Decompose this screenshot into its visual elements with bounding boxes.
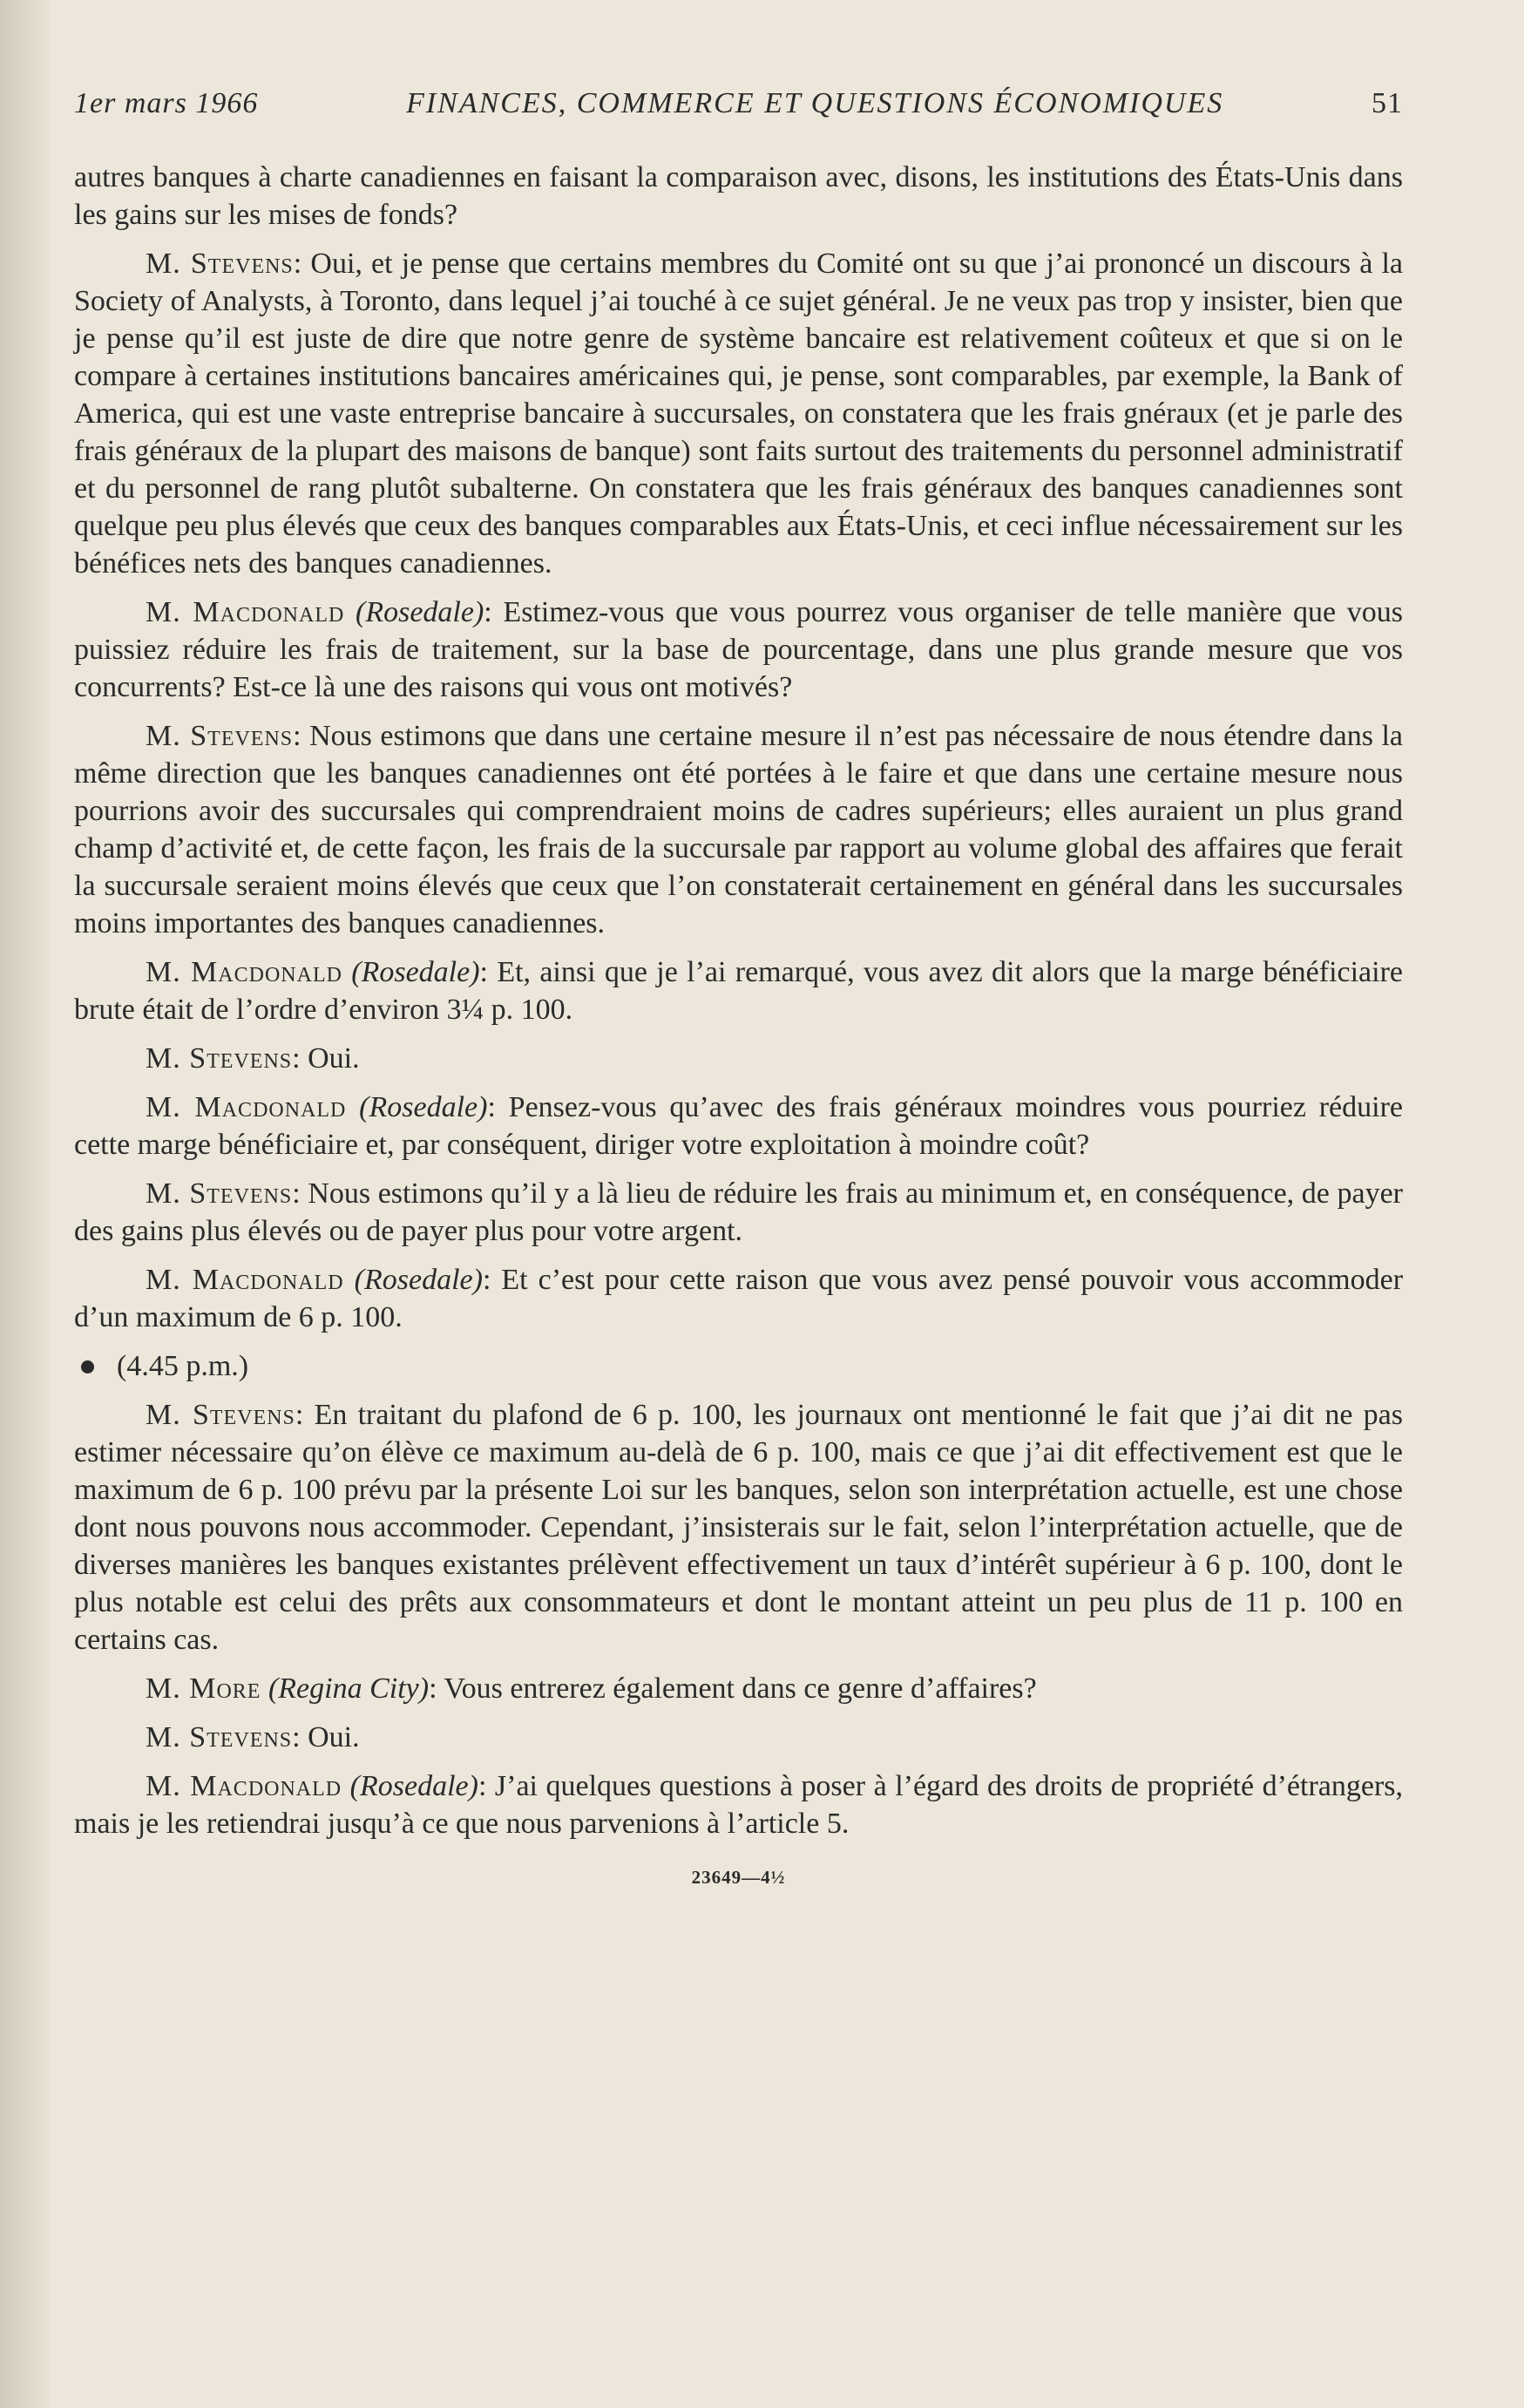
paragraph-text: Oui, et je pense que certains membres du Comité ont su que j’ai prononcé un discours à la Society of Analysts, à Toronto, dans lequel j’ai touché à ce sujet général. Je ne veux pas trop y insister, bien que je pense qu’il est juste de dire que notre genre de système bancaire est relativement coûteux et que si on le compare à certaines institutions bancaires américaines qui, je pense, sont comparables, par exemple, la Bank of America, qui est une vaste entreprise bancaire à succursales, on constatera que les frais gnéraux (et je parle des frais généraux de la plupart des maisons de banque) sont faits surtout des traitements du personnel administratif et du personnel de rang plutôt subalterne. On constatera que les frais généraux des banques canadiennes sont quelque peu plus élevés que ceux des banques comparables aux États-Unis, et ceci influe nécessairement sur les bénéfices nets des banques canadiennes. (74, 248, 1404, 580)
speaker-riding: (Rosedale) (356, 596, 484, 628)
paragraph-text: Oui. (308, 1042, 360, 1075)
speaker-name: M. Stevens (146, 1721, 293, 1753)
paragraph: M. Macdonald (Rosedale): Estimez-vous que vous pourrez vous organiser de telle manière que vous puissiez réduire les frais de traitement, sur la base de pourcentage, dans une plus grande mesure que vos concurrents? Est-ce là une des raisons qui vous ont motivés? (74, 596, 1404, 703)
paragraph-text: En traitant du plafond de 6 p. 100, les journaux ont mentionné le fait que j’ai dit ne pas estimer nécessaire qu’on élève ce maximum au-delà de 6 p. 100, mais ce que j’ai dit effectivement est que le maximum de 6 p. 100 prévu par la présente Loi sur les banques, selon son interprétation actuelle, est une chose dont nous pouvons nous accommoder. Cependant, j’insisterais sur le fait, selon l’interprétation actuelle, que de diverses manières les banques existantes prélèvent effectivement un taux d’intérêt supérieur à 6 p. 100, dont le plus notable est celui des prêts aux consommateurs et dont le montant atteint un peu plus de 11 p. 100 en certains cas. (74, 1399, 1403, 1656)
speaker-riding: (Rosedale) (354, 1264, 483, 1296)
speaker-riding: (Rosedale) (359, 1091, 488, 1123)
speaker-riding: (Rosedale) (349, 1770, 478, 1802)
speaker-name: M. Stevens (146, 1042, 293, 1075)
paragraph-text: Et, ainsi que je l’ai remarqué, vous avez dit alors que la marge bénéficiaire brute était de l’ordre d’environ 3¼ p. 100. (74, 956, 1404, 1026)
header-title: FINANCES, COMMERCE ET QUESTIONS ÉCONOMIQUES (406, 87, 1224, 119)
speaker-name: M. Stevens (146, 720, 294, 752)
paragraph: M. Stevens: Nous estimons qu’il y a là lieu de réduire les frais au minimum et, en conséquence, de payer des gains plus élevés ou de payer plus pour votre argent. (74, 1177, 1403, 1247)
running-header (74, 87, 1403, 120)
speaker-name: M. Macdonald (146, 1091, 347, 1123)
transcript-body (74, 159, 1403, 1842)
speaker-riding: (Regina City) (268, 1672, 430, 1705)
paragraph-text: autres banques à charte canadiennes en faisant la comparaison avec, disons, les institutions des États-Unis dans les gains sur les mises de fonds? (74, 161, 1403, 231)
paragraph: M. Macdonald (Rosedale): Et c’est pour cette raison que vous avez pensé pouvoir vous accommoder d’un maximum de 6 p. 100. (74, 1264, 1404, 1333)
time-marker (74, 1347, 1403, 1385)
paragraph: M. Macdonald (Rosedale): Et, ainsi que je l’ai remarqué, vous avez dit alors que la marge bénéficiaire brute était de l’ordre d’environ 3¼ p. 100. (74, 956, 1404, 1026)
page-number: 51 (1372, 87, 1403, 119)
paragraph: M. Stevens: En traitant du plafond de 6 p. 100, les journaux ont mentionné le fait que j’ai dit ne pas estimer nécessaire qu’on élève ce maximum au-delà de 6 p. 100, mais ce que j’ai dit effectivement est que le maximum de 6 p. 100 prévu par la présente Loi sur les banques, selon son interprétation actuelle, est une chose dont nous pouvons nous accommoder. Cependant, j’insisterais sur le fait, selon l’interprétation actuelle, que de diverses manières les banques existantes prélèvent effectivement un taux d’intérêt supérieur à 6 p. 100, dont le plus notable est celui des prêts aux consommateurs et dont le montant atteint un peu plus de 11 p. 100 en certains cas. (74, 1399, 1403, 1656)
paragraph: M. Stevens: Oui. (146, 1042, 360, 1075)
speaker-riding: (Rosedale) (351, 956, 480, 988)
paragraph: M. Stevens: Oui, et je pense que certains membres du Comité ont su que j’ai prononcé un discours à la Society of Analysts, à Toronto, dans lequel j’ai touché à ce sujet général. Je ne veux pas trop y insister, bien que je pense qu’il est juste de dire que notre genre de système bancaire est relativement coûteux et que si on le compare à certaines institutions bancaires américaines qui, je pense, sont comparables, par exemple, la Bank of America, qui est une vaste entreprise bancaire à succursales, on constatera que les frais gnéraux (et je parle des frais généraux de la plupart des maisons de banque) sont faits surtout des traitements du personnel administratif et du personnel de rang plutôt subalterne. On constatera que les frais généraux des banques canadiennes sont quelque peu plus élevés que ceux des banques comparables aux États-Unis, et ceci influe nécessairement sur les bénéfices nets des banques canadiennes. (74, 248, 1404, 580)
paragraph: M. Macdonald (Rosedale): Pensez-vous qu’avec des frais généraux moindres vous pourriez réduire cette marge bénéficiaire et, par conséquent, diriger votre exploitation à moindre coût? (74, 1091, 1403, 1161)
paragraph-text: Et c’est pour cette raison que vous avez pensé pouvoir vous accommoder d’un maximum de 6 p. 100. (74, 1264, 1404, 1333)
speaker-name: M. More (146, 1672, 261, 1705)
speaker-name: M. Stevens (146, 1177, 293, 1210)
paragraph-text: Vous entrerez également dans ce genre d’affaires? (444, 1672, 1037, 1705)
speaker-name: M. Stevens (146, 248, 294, 280)
paragraph: M. Macdonald (Rosedale): J’ai quelques questions à poser à l’égard des droits de propriété d’étrangers, mais je les retiendrai jusqu’à ce que nous parvenions à l’article 5. (74, 1770, 1404, 1840)
paragraph-text: Nous estimons que dans une certaine mesure il n’est pas nécessaire de nous étendre dans la même direction que les banques canadiennes ont été portées à le faire et que dans une certaine mesure nous pourrions avoir des succursales qui comprendraient moins de cadres supérieurs; elles auraient un plus grand champ d’activité et, de cette façon, les frais de la succursale par rapport au volume global des affaires que ferait la succursale seraient moins élevés que ceux que l’on constaterait certainement en général dans les succursales moins importantes des banques canadiennes. (74, 720, 1404, 939)
document-page (74, 87, 1403, 1889)
paragraph-text: J’ai quelques questions à poser à l’égard des droits de propriété d’étrangers, mais je les retiendrai jusqu’à ce que nous parvenions à l’article 5. (74, 1770, 1404, 1840)
paragraph (74, 159, 1403, 234)
paragraph: M. Stevens: Oui. (146, 1721, 360, 1753)
header-date: 1er mars 1966 (74, 87, 259, 119)
paragraph: M. Stevens: Nous estimons que dans une certaine mesure il n’est pas nécessaire de nous étendre dans la même direction que les banques canadiennes ont été portées à le faire et que dans une certaine mesure nous pourrions avoir des succursales qui comprendraient moins de cadres supérieurs; elles auraient un plus grand champ d’activité et, de cette façon, les frais de la succursale par rapport au volume global des affaires que ferait la succursale seraient moins élevés que ceux que l’on constaterait certainement en général dans les succursales moins importantes des banques canadiennes. (74, 720, 1404, 939)
speaker-name: M. Macdonald (146, 1264, 344, 1296)
speaker-name: M. Stevens (146, 1399, 295, 1431)
paragraph-text: Oui. (308, 1721, 360, 1753)
paragraph-text: Pensez-vous qu’avec des frais généraux moindres vous pourriez réduire cette marge bénéficiaire et, par conséquent, diriger votre exploitation à moindre coût? (74, 1091, 1403, 1161)
paragraph-text: Estimez-vous que vous pourrez vous organiser de telle manière que vous puissiez réduire les frais de traitement, sur la base de pourcentage, dans une plus grande mesure que vos concurrents? Est-ce là une des raisons qui vous ont motivés? (74, 596, 1404, 703)
time-marker-text: (4.45 p.m.) (117, 1350, 249, 1382)
paragraph: M. More (Regina City): Vous entrerez également dans ce genre d’affaires? (146, 1672, 1037, 1705)
page-gutter-shadow (0, 0, 51, 2408)
speaker-name: M. Macdonald (146, 956, 342, 988)
paragraph-text: Nous estimons qu’il y a là lieu de réduire les frais au minimum et, en conséquence, de payer des gains plus élevés ou de payer plus pour votre argent. (74, 1177, 1403, 1247)
speaker-name: M. Macdonald (146, 596, 345, 628)
speaker-name: M. Macdonald (146, 1770, 342, 1802)
page-footer-code: 23649—4½ (691, 1867, 786, 1888)
bullet-icon (81, 1360, 94, 1374)
